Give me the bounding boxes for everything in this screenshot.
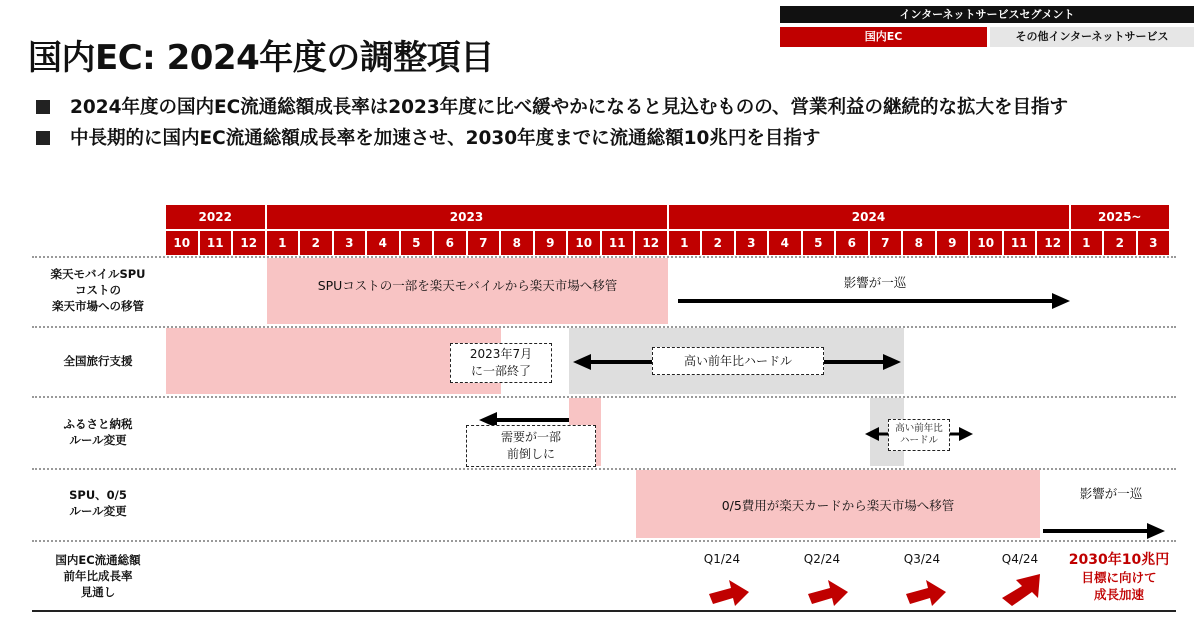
month-header-cell: 4 bbox=[769, 231, 801, 255]
month-header-cell: 2 bbox=[1104, 231, 1136, 255]
month-header-cell: 9 bbox=[535, 231, 567, 255]
tab-domestic-ec[interactable]: 国内EC bbox=[780, 27, 987, 47]
travel-hurdle-label: 高い前年比ハードル bbox=[652, 347, 824, 375]
month-header-cell: 12 bbox=[635, 231, 667, 255]
month-header-cell: 12 bbox=[233, 231, 265, 255]
month-header-cell: 1 bbox=[1071, 231, 1103, 255]
month-header-cell: 12 bbox=[1037, 231, 1069, 255]
quarter-label-q3: Q3/24 bbox=[903, 552, 941, 566]
growth-arrow-q3-icon bbox=[902, 576, 948, 608]
month-header-cell: 5 bbox=[803, 231, 835, 255]
growth-arrow-q1-icon bbox=[705, 576, 751, 608]
row-label-growth: 国内EC流通総額 前年比成長率 見通し bbox=[55, 553, 141, 599]
month-header-cell: 8 bbox=[501, 231, 533, 255]
year-header-cell: 2022 bbox=[166, 205, 265, 229]
year-header-cell: 2025~ bbox=[1071, 205, 1170, 229]
row-separator bbox=[32, 396, 1176, 398]
row-label-spu-05: SPU、0/5 ルール変更 bbox=[69, 488, 127, 518]
furusato-callout: 需要が一部 前倒しに bbox=[466, 425, 596, 467]
spu-cost-effect-arrow bbox=[678, 292, 1072, 310]
furusato-hurdle-label: 高い前年比 ハードル bbox=[888, 419, 950, 451]
spu-cost-effect-text: 影響が一巡 bbox=[843, 275, 907, 290]
month-header-cell: 3 bbox=[334, 231, 366, 255]
month-header-cell: 9 bbox=[937, 231, 969, 255]
growth-arrow-q2-icon bbox=[804, 576, 850, 608]
month-header-cell: 7 bbox=[870, 231, 902, 255]
quarter-label-q2: Q2/24 bbox=[803, 552, 841, 566]
month-header-cell: 10 bbox=[166, 231, 198, 255]
bullet-square-icon bbox=[36, 100, 50, 114]
month-header-cell: 10 bbox=[568, 231, 600, 255]
month-header-cell: 6 bbox=[434, 231, 466, 255]
month-header-cell: 11 bbox=[200, 231, 232, 255]
spu-05-effect-arrow bbox=[1043, 522, 1167, 540]
quarter-label-q1: Q1/24 bbox=[703, 552, 741, 566]
spu-05-bar-text: 0/5費用が楽天カードから楽天市場へ移管 bbox=[721, 498, 955, 513]
bullet-1-text: 2024年度の国内EC流通総額成長率は2023年度に比べ緩やかになると見込むものの、営業利益の継続的な拡大を目指す bbox=[70, 97, 1068, 118]
travel-end-callout: 2023年7月 に一部終了 bbox=[450, 343, 552, 383]
month-header-cell: 7 bbox=[468, 231, 500, 255]
month-header-cell: 4 bbox=[367, 231, 399, 255]
bullet-square-icon bbox=[36, 131, 50, 145]
growth-arrow-q4-icon bbox=[1000, 570, 1046, 608]
month-header-cell: 3 bbox=[1138, 231, 1170, 255]
row-label-furusato: ふるさと納税 ルール変更 bbox=[63, 417, 133, 447]
growth-goal-text: 2030年10兆円 目標に向けて 成長加速 bbox=[1068, 552, 1170, 602]
bullet-2 bbox=[36, 124, 820, 150]
month-header-cell: 1 bbox=[267, 231, 299, 255]
month-header-cell: 2 bbox=[702, 231, 734, 255]
bullet-1 bbox=[36, 93, 1068, 119]
table-bottom-border bbox=[32, 610, 1176, 612]
month-header-cell: 11 bbox=[1004, 231, 1036, 255]
spu-cost-bar-text: SPUコストの一部を楽天モバイルから楽天市場へ移管 bbox=[317, 278, 618, 293]
year-header-cell: 2024 bbox=[669, 205, 1069, 229]
month-header-cell: 3 bbox=[736, 231, 768, 255]
page-title: 国内EC: 2024年度の調整項目 bbox=[28, 38, 494, 78]
month-header-cell: 10 bbox=[970, 231, 1002, 255]
month-header-cell: 8 bbox=[903, 231, 935, 255]
row-label-travel: 全国旅行支援 bbox=[63, 354, 133, 368]
spu-05-effect-text: 影響が一巡 bbox=[1079, 486, 1143, 501]
row-label-spu-cost: 楽天モバイルSPU コストの 楽天市場への移管 bbox=[50, 267, 146, 313]
month-header-cell: 2 bbox=[300, 231, 332, 255]
month-header-cell: 11 bbox=[602, 231, 634, 255]
bullet-2-text: 中長期的に国内EC流通総額成長率を加速させ、2030年度までに流通総額10兆円を目指す bbox=[70, 128, 821, 149]
row-separator bbox=[32, 540, 1176, 542]
year-header-cell: 2023 bbox=[267, 205, 667, 229]
tab-other-internet-services[interactable]: その他インターネットサービス bbox=[990, 27, 1194, 47]
quarter-label-q4: Q4/24 bbox=[1001, 552, 1039, 566]
segment-title: インターネットサービスセグメント bbox=[780, 6, 1194, 23]
month-header-cell: 6 bbox=[836, 231, 868, 255]
month-header-cell: 5 bbox=[401, 231, 433, 255]
month-header-cell: 1 bbox=[669, 231, 701, 255]
